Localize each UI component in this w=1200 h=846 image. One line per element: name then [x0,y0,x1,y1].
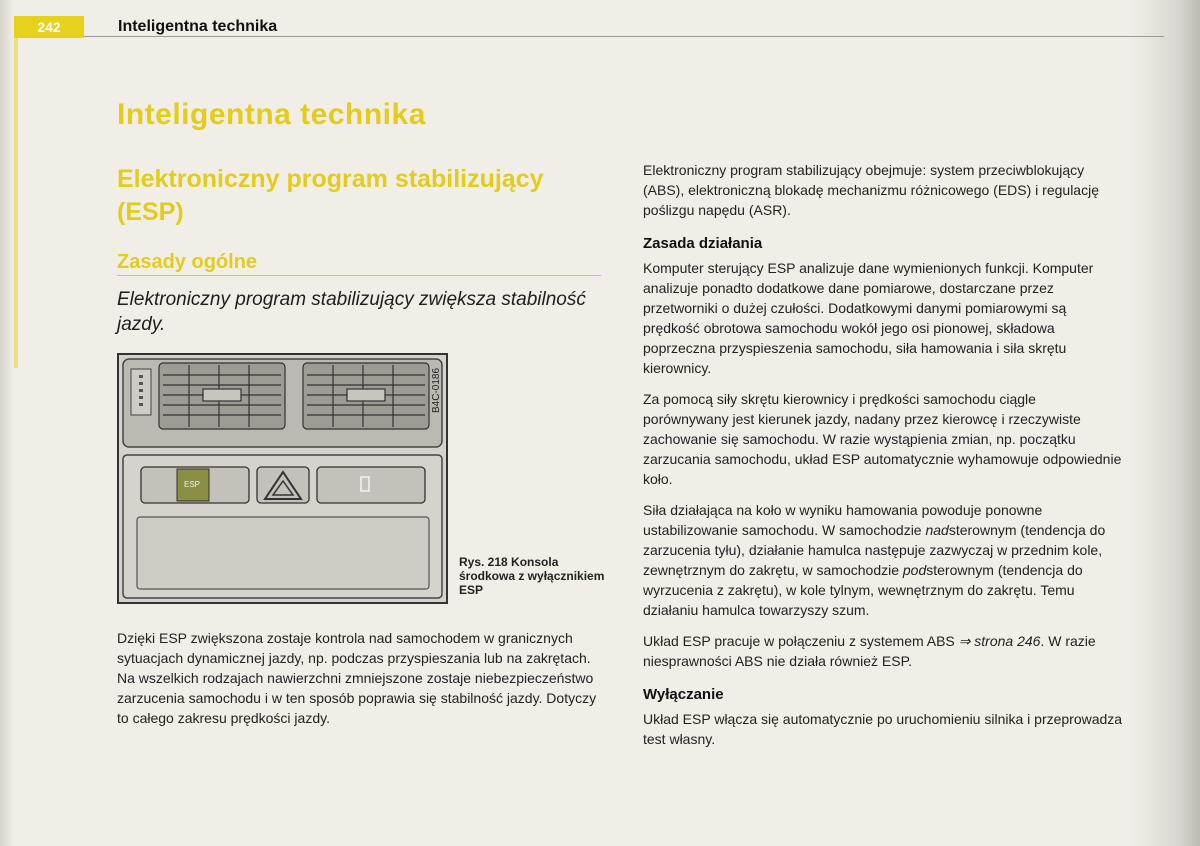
figure-console-illustration [117,353,448,604]
header-rule [84,36,1164,37]
margin-strip [14,38,18,368]
left-air-vent [159,363,285,429]
subsection-title: Elektroniczny program stabilizujący (ESP) [117,165,544,226]
left-body-text: Dzięki ESP zwiększona zostaje kontrola nad samochodem w granicznych sytuacjach dynamicznej jazdy, np. podczas przyspieszania lub na zakrętach. Na wszelkich rodzajach nawierzchni zmniejszone zostaje niebezpieczeństwo zarzucenia samochodu i w ten sposób poprawia się stabilność jazdy. Dotyczy to całego zakresu prędkości jazdy. [117,630,597,726]
p5-part-b: . W razie niesprawności ABS nie działa również ESP. [643,633,1096,669]
heading-wylaczanie: Wyłączanie [643,686,724,703]
p4-part-a: Siła działająca na koło w wyniku hamowania powoduje ponowne ustabilizowanie samochodu. W samochodzie [643,502,1043,538]
page-reference-link[interactable]: ⇒ strona 246 [958,633,1041,649]
intro-paragraph: Elektroniczny program stabilizujący obejmuje: system przeciwblokujący (ABS), elektroniczną blokadę mechanizmu różnicowego (EDS) i regulację poślizgu napędu (ASR). [643,162,1099,218]
figure-caption: Rys. 218 Konsola środkowa z wyłącznikiem ESP [459,555,605,597]
paragraph-direction: Za pomocą siły skrętu kierownicy i prędkości samochodu ciągle porównywany jest kierunek jazdy, nadany przez kierowcę i rzeczywiste zachowanie się samochodu. W razie wystąpienia zmian, np. początku zarzucania samochodu, układ ESP automatycznie wyhamowuje odpowiednie koło. [643,391,1122,487]
esp-button-label: ESP [184,480,201,489]
right-air-vent [303,363,429,429]
subsubsection-title: Zasady ogólne [117,251,258,273]
hazard-button [257,467,309,503]
page-shadow-left [0,0,14,846]
paragraph-steering [643,500,1123,620]
storage-compartment [137,517,429,589]
paragraph-abs [643,631,1123,671]
running-header-title: Inteligentna technika [118,18,278,35]
console-drawing [119,355,446,602]
subsubsection-rule [117,275,601,276]
rear-defrost-switch [317,467,425,503]
p4-part-e: sterownym (tendencja do wyrzucenia z zakrętu), w kole tylnym, wewnętrznym do zakrętu. Temu działaniu hamulca towarzyszy szum. [643,562,1083,618]
figure-code: B4C-0186 [431,367,442,413]
section-title: Inteligentna technika [117,98,426,131]
right-column [643,160,1123,760]
paragraph-sensors: Komputer sterujący ESP analizuje dane wymienionych funkcji. Komputer analizuje ponadto dodatkowe dane pomiarowe, dostarczane przez przetworniki o dużej czułości. Dodatkowymi danymi pomiarowymi są prędkość obrotowa samochodu wokół jego osi pionowej, składowa poprzeczna przyspieszenia samochodu, siła hamowania i siła skrętu kierownicy. [643,260,1094,376]
p4-part-c: sterownym (tendencja do zarzucenia tyłu), działanie hamulca następuje zazwyczaj w przednim kole, zewnętrznym do zakrętu, w samochodzie [643,522,1106,578]
intro-italic: Elektroniczny program stabilizujący zwiększa stabilność jazdy. [117,289,586,335]
paragraph-switch-off: Układ ESP włącza się automatycznie po uruchomieniu silnika i przeprowadza test własny. [643,711,1123,747]
page-number: 242 [14,16,84,38]
running-header [0,16,1200,38]
p5-part-a: Układ ESP pracuje w połączeniu z systemem ABS [643,633,959,649]
p4-italic-pod: pod [902,562,927,578]
heading-zasada-dzialania: Zasada działania [643,235,763,252]
page-shadow-right [1130,0,1200,846]
p4-italic-nad: nad [925,522,949,538]
